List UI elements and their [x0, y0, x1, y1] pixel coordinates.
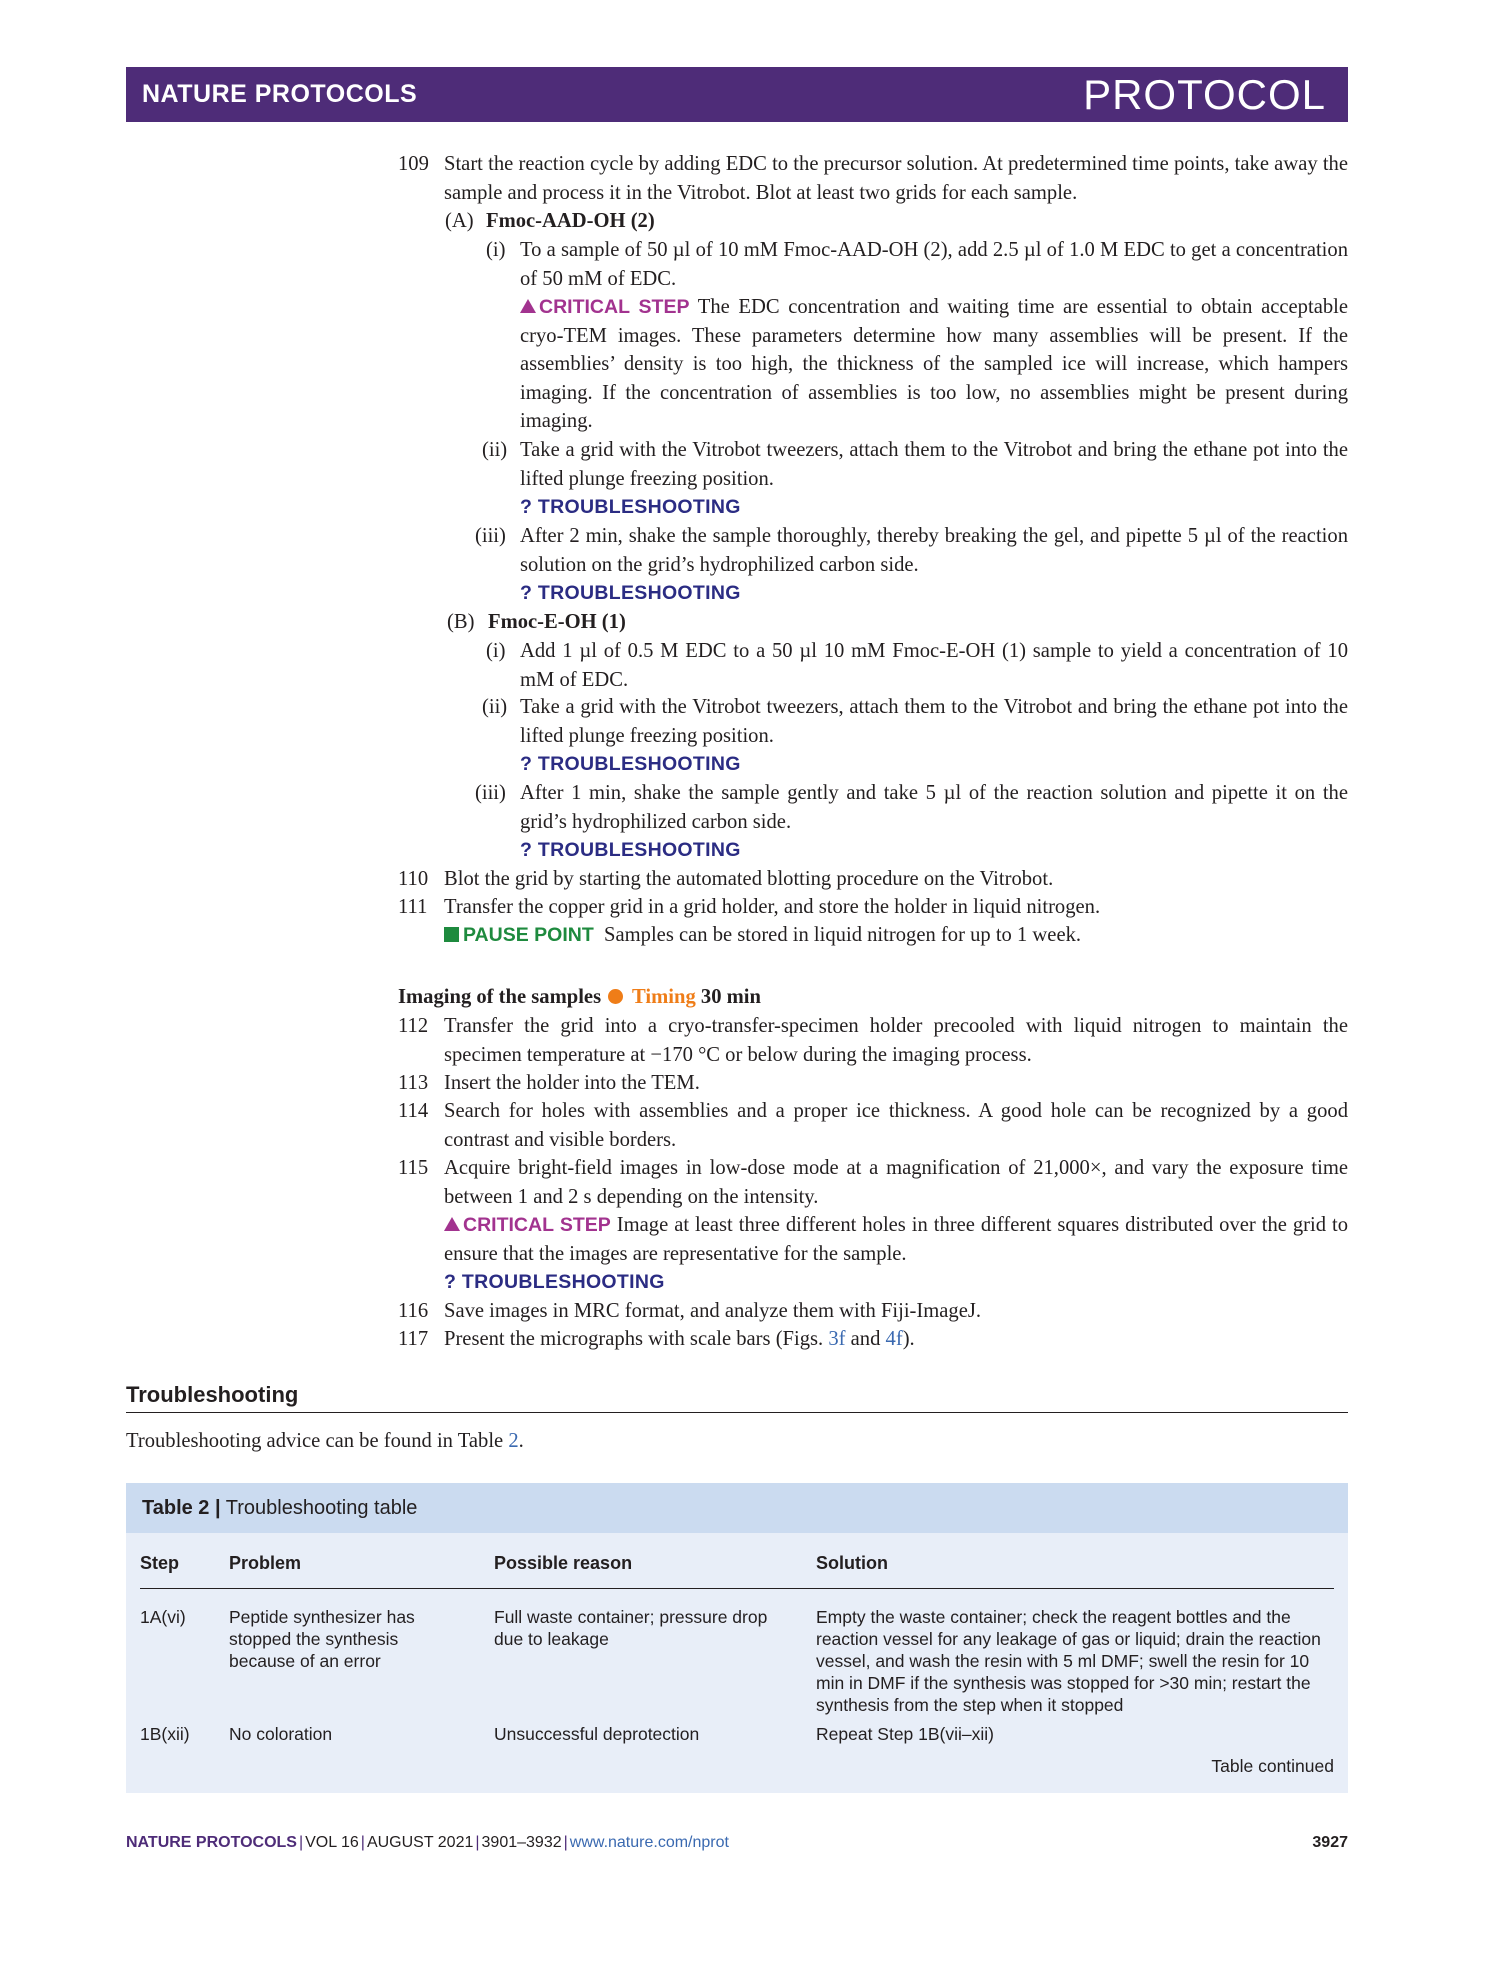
step-number: 116 — [398, 1300, 429, 1322]
troubleshooting-text — [126, 1427, 1348, 1456]
page-footer: NATURE PROTOCOLS | VOL 16 | AUGUST 2021 | 3901–3932 | www.nature.com/nprot — [126, 1834, 729, 1851]
substep-number: (iii) — [475, 782, 506, 804]
step-number: 111 — [398, 896, 428, 918]
substep-label: (A) — [445, 210, 474, 232]
step-number: 109 — [398, 153, 429, 175]
substep-text: Add 1 µl of 0.5 M EDC to a 50 µl 10 mM Fmoc-E-OH (1) sample to yield a concentration of 10 mM of EDC. — [520, 640, 1348, 691]
substep-number: (i) — [486, 640, 506, 662]
table-caption: Troubleshooting table — [225, 1497, 418, 1519]
section-title: Troubleshooting — [126, 1382, 299, 1407]
critical-step-text: Image at least three different holes in three different squares distributed over the grid to ensure that the images are representative for the sample. — [444, 1214, 1349, 1265]
step-text: Transfer the grid into a cryo-transfer-specimen holder precooled with liquid nitrogen to maintain the specimen temperature at −170 °C or below during the imaging process. — [444, 1015, 1348, 1066]
step-text: Start the reaction cycle by adding EDC to the precursor solution. At predetermined time points, take away the sample and process it in the Vitrobot. Blot at least two grids for each sample. — [444, 153, 1348, 204]
table-header-rule — [140, 1588, 1334, 1589]
pause-point-text: Samples can be stored in liquid nitrogen for up to 1 week. — [604, 924, 1082, 946]
column-header-solution: Solution — [816, 1553, 888, 1573]
substep-text: Take a grid with the Vitrobot tweezers, attach them to the Vitrobot and bring the ethane pot into the lifted plunge freezing position. — [520, 439, 1348, 490]
step-number: 113 — [398, 1072, 429, 1094]
step-text: Transfer the copper grid in a grid holder, and store the holder in liquid nitrogen. — [444, 896, 1101, 918]
step-text-part: and — [850, 1328, 881, 1350]
troubleshooting-table — [126, 1483, 1348, 1793]
footer-date: AUGUST 2021 — [366, 1834, 474, 1851]
table-cell-problem: No coloration — [229, 1724, 333, 1744]
table-title-bar — [126, 1483, 1348, 1533]
step-number: 115 — [398, 1157, 429, 1179]
substep-number: (iii) — [475, 525, 506, 547]
table-cell-step: 1B(xii) — [140, 1724, 190, 1744]
column-header-reason: Possible reason — [494, 1553, 633, 1573]
critical-step-label: CRITICAL STEP — [539, 296, 690, 318]
troubleshooting-label: ? TROUBLESHOOTING — [520, 839, 741, 861]
step-number: 114 — [398, 1100, 429, 1122]
step-number: 117 — [398, 1328, 429, 1350]
section-divider — [126, 1412, 1348, 1413]
substep-text: To a sample of 50 µl of 10 mM Fmoc-AAD-OH (2), add 2.5 µl of 1.0 M EDC to get a concentration of 50 mM of EDC. — [520, 239, 1348, 290]
substep-text: After 2 min, shake the sample thoroughly, thereby breaking the gel, and pipette 5 µl of the reaction solution on the grid’s hydrophilized carbon side. — [520, 525, 1348, 576]
step-text-part: ). — [902, 1328, 915, 1350]
timing-dot-icon — [608, 989, 623, 1004]
step-text — [444, 1325, 1348, 1354]
table-cell-reason: Unsuccessful deprotection — [494, 1724, 700, 1744]
step-number: 112 — [398, 1015, 429, 1037]
figure-link-4f[interactable]: 4f — [885, 1328, 903, 1350]
figure-link-3f[interactable]: 3f — [828, 1328, 846, 1350]
step-text: Save images in MRC format, and analyze them with Fiji-ImageJ. — [444, 1300, 982, 1322]
table-cell-solution: Empty the waste container; check the reagent bottles and the reaction vessel for any leakage of gas or liquid; drain the reaction vessel, and wash the resin with 5 ml DMF; swell the resin for 10 min in DMF if the synthesis was stopped for >30 min; restart the synthesis from the step when it stopped — [816, 1607, 1321, 1715]
pause-square-icon — [444, 927, 459, 942]
page-number: 3927 — [1312, 1834, 1348, 1851]
step-text: Search for holes with assemblies and a proper ice thickness. A good hole can be recognized by a good contrast and visible borders. — [444, 1100, 1348, 1151]
critical-step-note — [520, 293, 1348, 436]
pause-point-label: PAUSE POINT — [463, 924, 594, 946]
substep-number: (i) — [486, 239, 506, 261]
troubleshooting-label: ? TROUBLESHOOTING — [520, 582, 741, 604]
critical-step-text: The EDC concentration and waiting time are essential to obtain acceptable cryo-TEM images. These parameters determine how many assemblies will be present. If the assemblies’ density is too high, the thickness of the sampled ice will increase, which hampers imaging. If the concentration of assemblies is too low, no assemblies might be present during imaging. — [520, 296, 1349, 432]
table-cell-solution: Repeat Step 1B(vii–xii) — [816, 1724, 994, 1744]
footer-url-link[interactable]: www.nature.com/nprot — [569, 1834, 729, 1851]
table-continued-note: Table continued — [1211, 1756, 1334, 1776]
troubleshooting-label: ? TROUBLESHOOTING — [520, 753, 741, 775]
table-number: Table 2 | — [142, 1497, 221, 1519]
critical-step-label: CRITICAL STEP — [463, 1214, 611, 1236]
substep-text: After 1 min, shake the sample gently and take 5 µl of the reaction solution and pipette it on the grid’s hydrophilized carbon side. — [520, 782, 1348, 833]
table-cell-step: 1A(vi) — [140, 1607, 186, 1627]
substep-title: Fmoc-AAD-OH (2) — [486, 210, 655, 232]
substep-number: (ii) — [482, 696, 508, 718]
column-header-step: Step — [140, 1553, 180, 1573]
imaging-title: Imaging of the samples — [398, 986, 602, 1008]
step-text: Insert the holder into the TEM. — [444, 1072, 700, 1094]
footer-pages: 3901–3932 — [481, 1834, 562, 1851]
step-text: Acquire bright-field images in low-dose mode at a magnification of 21,000×, and vary the exposure time between 1 and 2 s depending on the intensity. — [444, 1157, 1348, 1208]
column-header-problem: Problem — [229, 1553, 302, 1573]
imaging-heading — [398, 983, 1348, 1012]
page-header — [126, 67, 1348, 122]
timing-label: Timing — [632, 986, 696, 1008]
step-text: Blot the grid by starting the automated blotting procedure on the Vitrobot. — [444, 868, 1054, 890]
journal-name: NATURE PROTOCOLS — [142, 80, 418, 108]
footer-journal: NATURE PROTOCOLS — [126, 1834, 297, 1851]
table-link-2[interactable]: 2 — [508, 1430, 519, 1452]
table-cell-reason: Full waste container; pressure drop due to leakage — [494, 1607, 768, 1649]
step-number: 110 — [398, 868, 429, 890]
troubleshooting-label: ? TROUBLESHOOTING — [444, 1271, 665, 1293]
substep-number: (ii) — [482, 439, 508, 461]
critical-step-note — [444, 1211, 1348, 1268]
pause-point-note — [444, 921, 1348, 950]
footer-volume: VOL 16 — [305, 1834, 359, 1851]
article-type: PROTOCOL — [1083, 71, 1326, 118]
table-cell-problem: Peptide synthesizer has stopped the synthesis because of an error — [229, 1607, 415, 1671]
troubleshooting-text-part: . — [518, 1430, 524, 1452]
troubleshooting-label: ? TROUBLESHOOTING — [520, 496, 741, 518]
troubleshooting-text-part: Troubleshooting advice can be found in Table — [126, 1430, 504, 1452]
critical-triangle-icon — [444, 1217, 460, 1231]
timing-value: 30 min — [700, 986, 761, 1008]
substep-label: (B) — [447, 611, 475, 633]
table-title — [142, 1497, 417, 1520]
critical-triangle-icon — [520, 299, 536, 313]
step-text-part: Present the micrographs with scale bars (Figs. — [444, 1328, 824, 1350]
substep-text: Take a grid with the Vitrobot tweezers, attach them to the Vitrobot and bring the ethane pot into the lifted plunge freezing position. — [520, 696, 1348, 747]
substep-title: Fmoc-E-OH (1) — [488, 611, 626, 633]
